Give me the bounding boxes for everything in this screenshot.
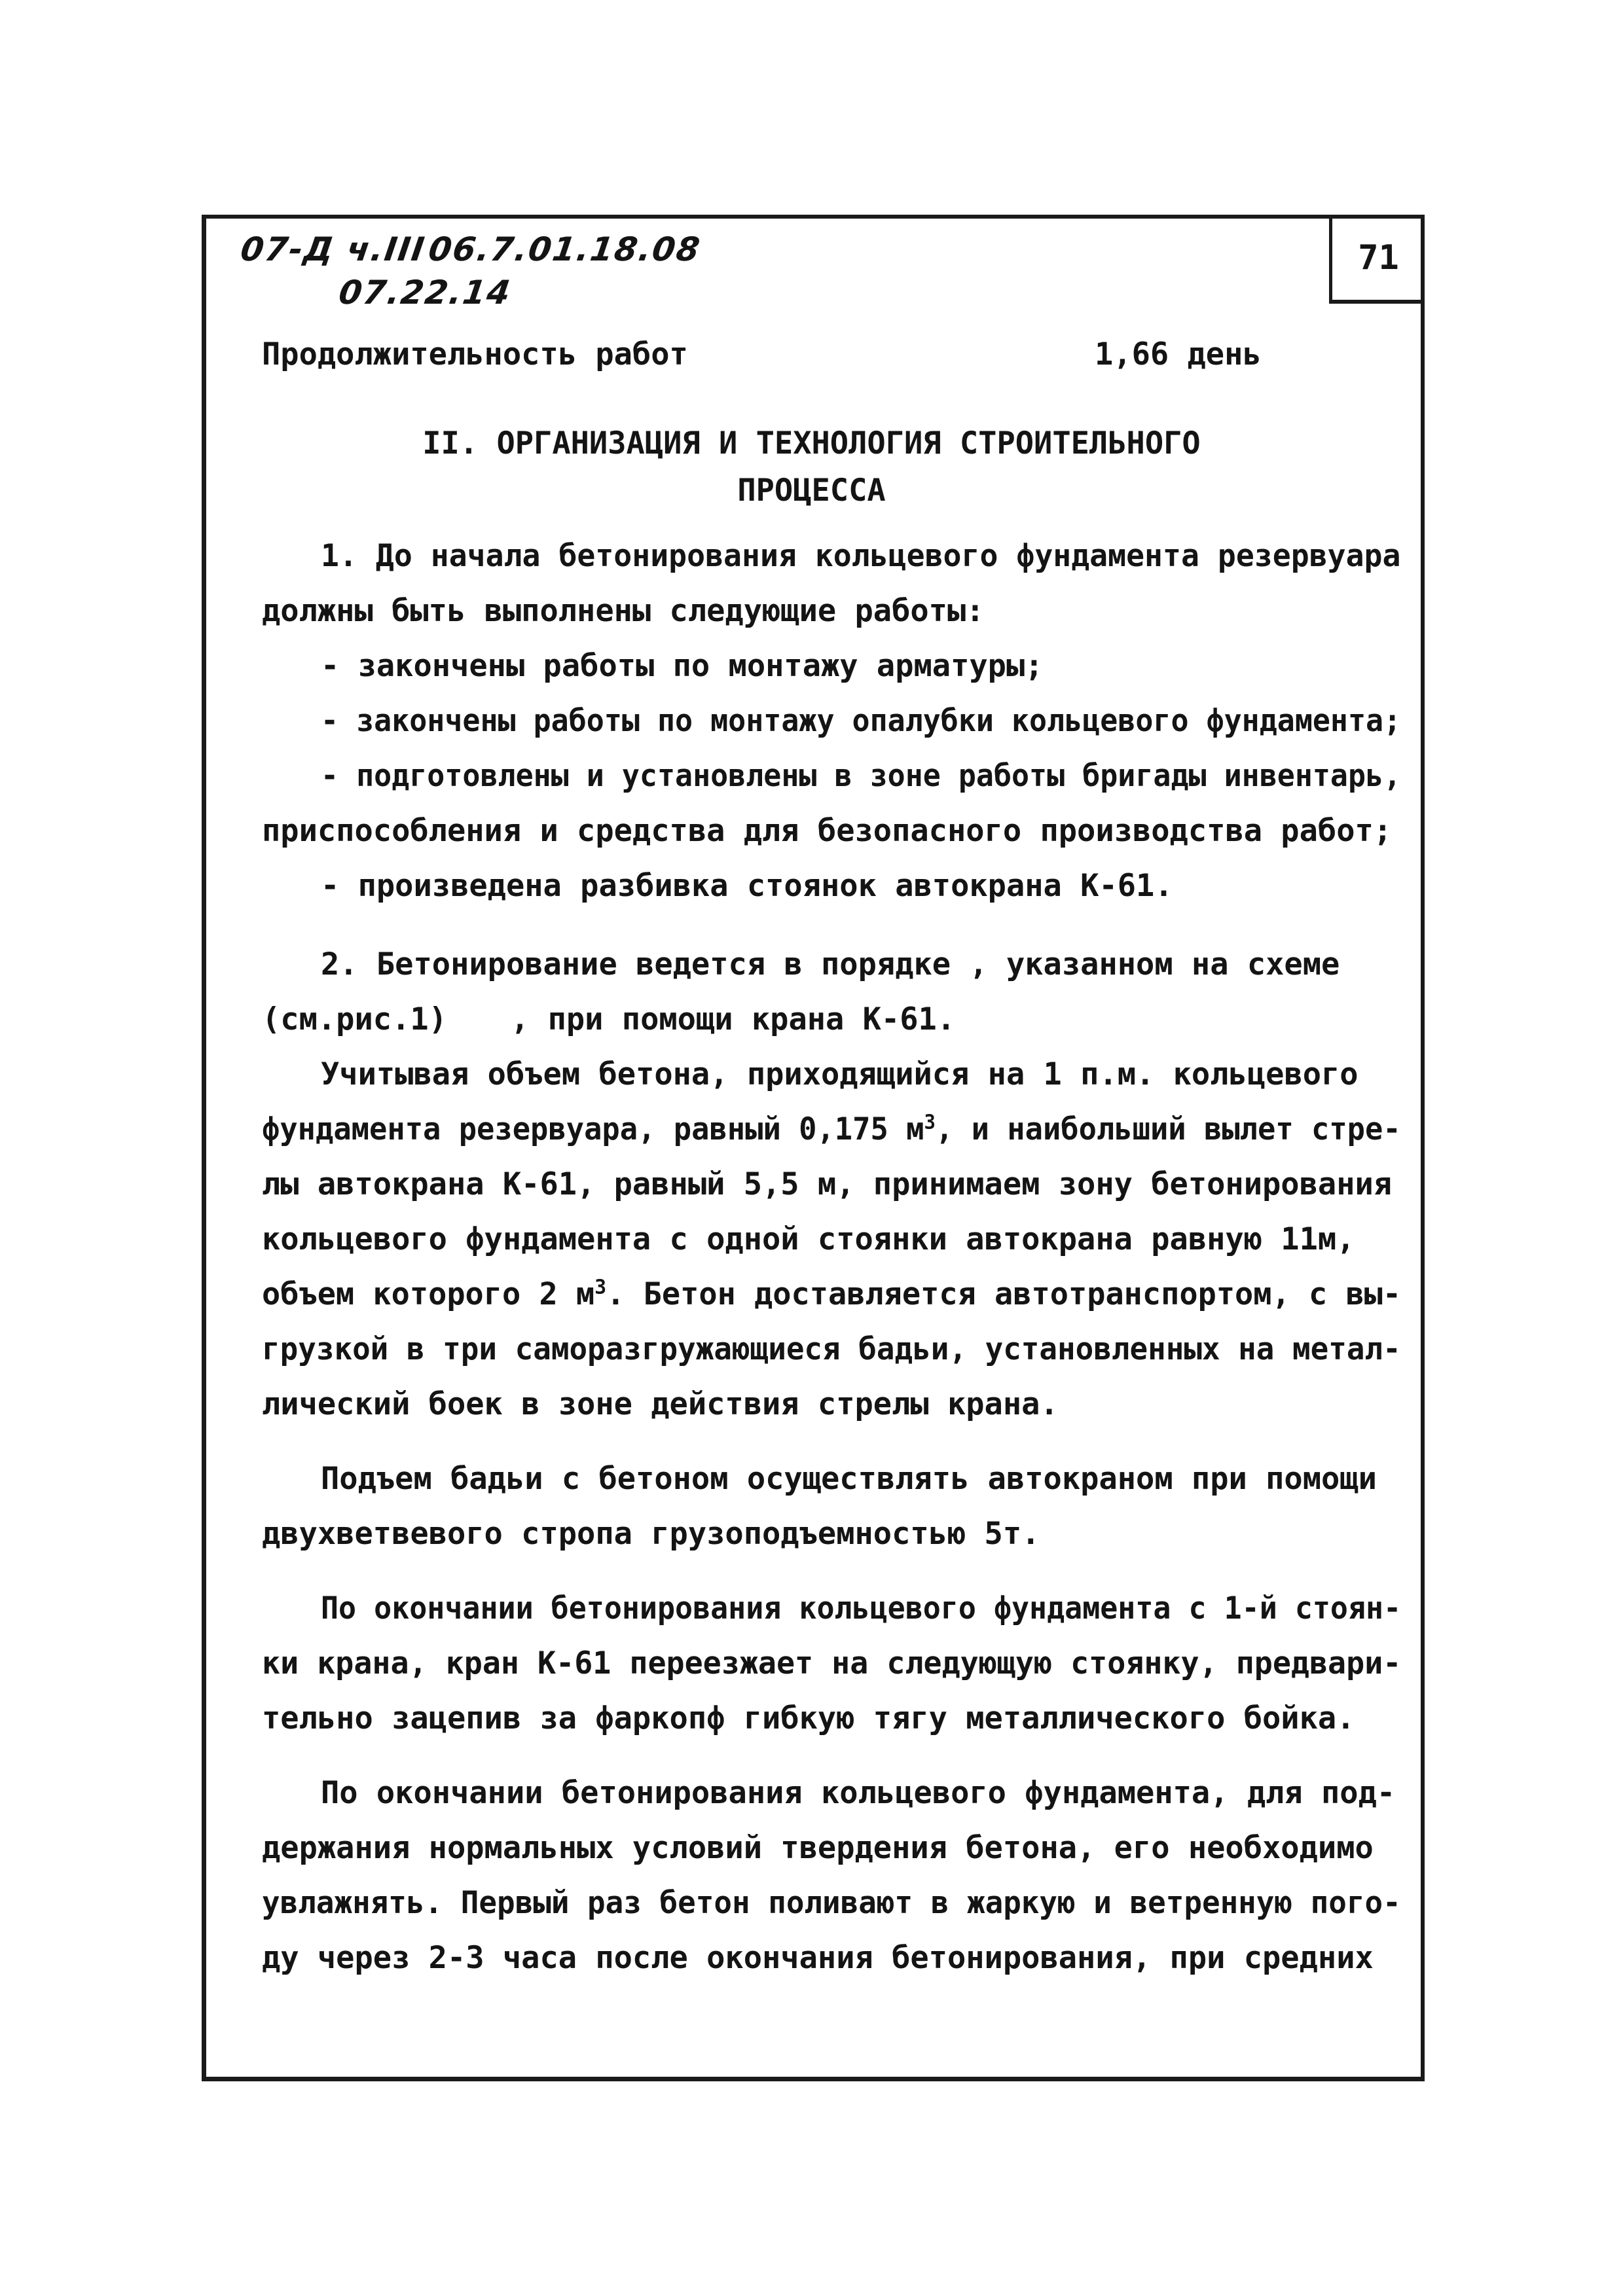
paragraph-line: лы автокрана К-61, равный 5,5 м, принимаем зону бетонирования [262,1166,1393,1202]
paragraph-line: грузкой в три саморазгружающиеся бадьи, установленных на метал- [262,1331,1401,1367]
superscript: 3 [924,1111,936,1134]
paragraph-line: кольцевого фундамента с одной стоянки автокрана равную 11м, [262,1221,1355,1257]
text-run: , и наибольший вылет стре- [935,1111,1401,1147]
list-item-cont: приспособления и средства для безопасного производства работ; [262,813,1393,849]
paragraph-line: увлажнять. Первый раз бетон поливают в жаркую и ветренную пого- [262,1885,1401,1921]
figure-reference: (см.рис.1) [262,1001,447,1037]
page-number: 71 [1358,238,1399,278]
list-item: - закончены работы по монтажу опалубки кольцевого фундамента; [321,703,1402,739]
handwritten-classifier-code: 06.7.01.18.08 [426,230,704,268]
paragraph-line: По окончании бетонирования кольцевого фундамента, для под- [321,1775,1396,1811]
list-item: - закончены работы по монтажу арматуры; [321,648,1044,684]
paragraph-line [262,1111,1401,1147]
page-number-box [1329,216,1425,304]
superscript: 3 [594,1276,607,1299]
paragraph-line: Подъем бадьи с бетоном осуществлять автокраном при помощи [321,1461,1377,1497]
text-run: объем которого 2 м [262,1276,595,1312]
paragraph-line: тельно зацепив за фаркопф гибкую тягу металлического бойка. [262,1700,1355,1736]
paragraph-line: лический боек в зоне действия стрелы крана. [262,1386,1059,1422]
text-run: . Бетон доставляется автотранспортом, с вы- [606,1276,1402,1312]
duration-value: 1,66 день [1095,336,1262,372]
paragraph-line: должны быть выполнены следующие работы: [262,593,985,629]
paragraph-line: держания нормальных условий твердения бетона, его необходимо [262,1830,1374,1866]
handwritten-classifier-code-2: 07.22.14 [336,274,514,312]
paragraph-line: ду через 2-3 часа после окончания бетонирования, при средних [262,1940,1374,1976]
section-title-cont: ПРОЦЕССА [737,473,886,509]
paragraph-line: двухветвевого стропа грузоподъемностью 5т. [262,1516,1040,1552]
handwritten-doc-code: 07-Д ч.III [238,230,428,268]
text-run: фундамента резервуара, равный 0,175 м [262,1111,924,1147]
list-item: - подготовлены и установлены в зоне работы бригады инвентарь, [321,758,1402,794]
paragraph-line: По окончании бетонирования кольцевого фундамента с 1-й стоян- [321,1590,1402,1626]
list-item: - произведена разбивка стоянок автокрана К-61. [321,868,1173,904]
section-title: II. ОРГАНИЗАЦИЯ И ТЕХНОЛОГИЯ СТРОИТЕЛЬНОГО [422,425,1201,461]
paragraph-line: 2. Бетонирование ведется в порядке , указанном на схеме [321,946,1340,982]
paragraph-line [262,1276,1401,1312]
paragraph-line: Учитывая объем бетона, приходящийся на 1 п.м. кольцевого [321,1056,1359,1092]
paragraph-line: 1. До начала бетонирования кольцевого фундамента резервуара [321,538,1401,574]
paragraph-line: , при помощи крана К-61. [511,1001,956,1037]
paragraph-line: ки крана, кран К-61 переезжает на следующую стоянку, предвари- [262,1645,1402,1681]
duration-label: Продолжительность работ [262,336,688,372]
